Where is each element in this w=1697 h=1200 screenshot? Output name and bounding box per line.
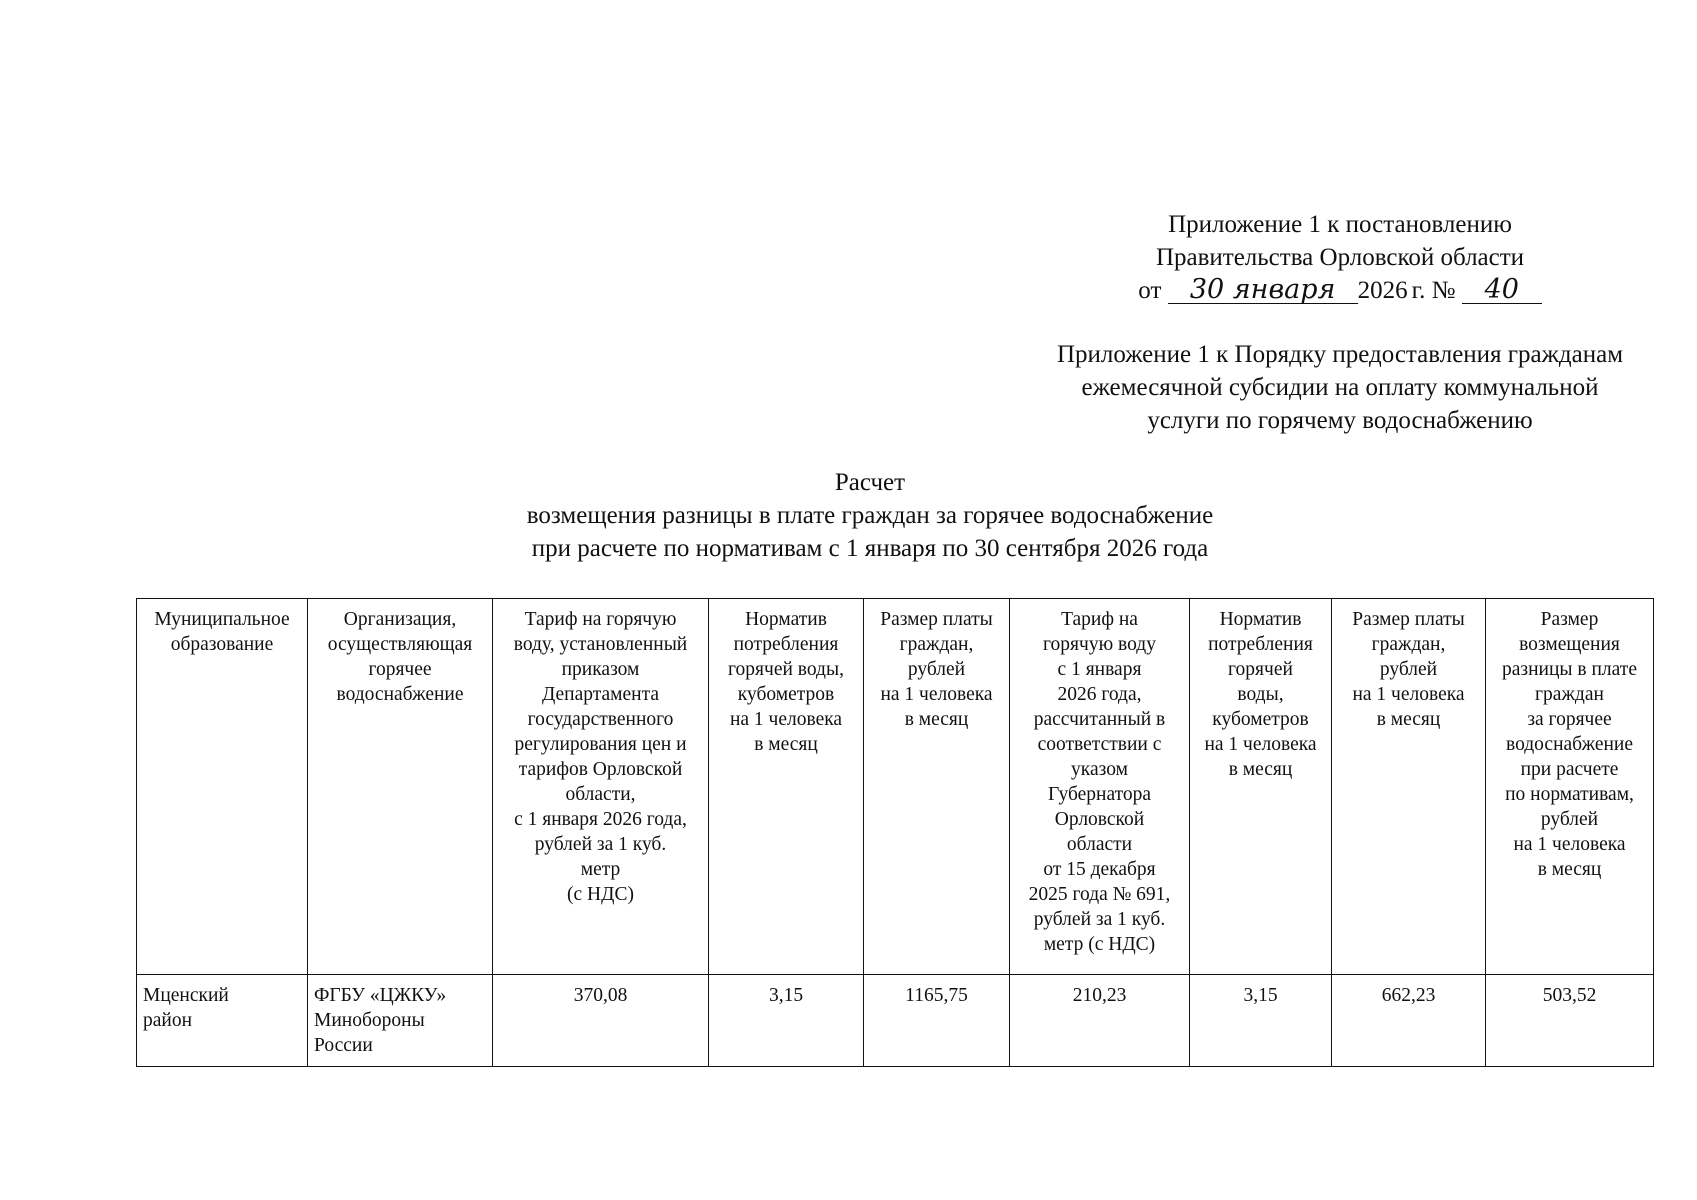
header-line: с 1 января 2026 года, xyxy=(514,809,687,830)
header-line: граждан, xyxy=(1371,634,1446,655)
appendix-date-line xyxy=(1060,274,1620,307)
header-line: регулирования цен и xyxy=(514,734,687,755)
header-line: Размер платы xyxy=(880,609,993,630)
cell-tariff-order: 370,08 xyxy=(493,975,709,1067)
cell-municipality: Мценский район xyxy=(137,975,308,1067)
header-line: Тариф на горячую xyxy=(524,609,677,630)
header-line: Муниципальное xyxy=(154,609,290,630)
header-line: в месяц xyxy=(1376,709,1441,730)
header-line: возмещения xyxy=(1519,634,1620,655)
title-line-1: Расчет xyxy=(834,469,906,496)
header-line: на 1 человека xyxy=(1513,834,1626,855)
header-line: приказом xyxy=(561,659,640,680)
table-header-cell xyxy=(1190,599,1332,975)
header-line: потребления xyxy=(1208,634,1313,655)
header-line: Размер xyxy=(1540,609,1599,630)
table-header-cell xyxy=(1332,599,1486,975)
header-line: на 1 человека xyxy=(729,709,843,730)
header-line: Размер платы xyxy=(1352,609,1465,630)
title-line-2: возмещения разницы в плате граждан за горячее водоснабжение xyxy=(526,502,1214,529)
cell-norm-1: 3,15 xyxy=(709,975,864,1067)
header-line: рублей xyxy=(1379,659,1438,680)
header-line: области, xyxy=(565,784,636,805)
header-line: водоснабжение xyxy=(1506,734,1633,755)
header-line: за горячее xyxy=(1527,709,1612,730)
appendix-line-2: Правительства Орловской области xyxy=(1155,244,1525,271)
header-line: в месяц xyxy=(904,709,969,730)
appendix-to-resolution xyxy=(1060,208,1620,307)
header-line: в месяц xyxy=(754,734,818,755)
header-line: Тариф на xyxy=(1061,609,1138,630)
table-row xyxy=(137,975,1654,1067)
header-line: граждан, xyxy=(899,634,974,655)
header-line: рублей за 1 куб. xyxy=(1033,909,1166,930)
table-header-cell xyxy=(709,599,864,975)
header-line: указом xyxy=(1071,759,1128,780)
handwritten-date: 30 января xyxy=(1168,277,1358,304)
header-line: на 1 человека xyxy=(880,684,993,705)
header-line: осуществляющая xyxy=(327,634,473,655)
table-header-row xyxy=(137,599,1654,975)
cell-payment-2: 662,23 xyxy=(1332,975,1486,1067)
cell-tariff-decree: 210,23 xyxy=(1010,975,1190,1067)
header-line: государственного xyxy=(527,709,674,730)
header-line: рублей xyxy=(1540,809,1599,830)
header-line: горячую воду xyxy=(1043,634,1156,655)
title-line-3: при расчете по нормативам с 1 января по 30 сентября 2026 года xyxy=(531,535,1209,562)
header-line: 2025 года № 691, xyxy=(1028,884,1171,905)
order-line-3: услуги по горячему водоснабжению xyxy=(1147,407,1533,434)
header-line: Норматив xyxy=(745,609,827,630)
header-line: метр (с НДС) xyxy=(1043,934,1156,955)
header-line: граждан xyxy=(1535,684,1604,705)
table-header-cell xyxy=(308,599,493,975)
table-header-cell xyxy=(493,599,709,975)
header-line: Губернатора xyxy=(1047,784,1152,805)
header-line: рублей за 1 куб. xyxy=(534,834,667,855)
header-line: по нормативам, xyxy=(1505,784,1634,805)
order-line-2: ежемесячной субсидии на оплату коммунальной xyxy=(1081,374,1599,401)
table-header-cell xyxy=(137,599,308,975)
year-suffix: г. № xyxy=(1411,277,1456,304)
year: 2026 xyxy=(1357,277,1408,304)
header-line: воду, установленный xyxy=(513,634,688,655)
order-line-1: Приложение 1 к Порядку предоставления гражданам xyxy=(1056,341,1624,368)
handwritten-number: 40 xyxy=(1462,277,1542,304)
header-line: воды, xyxy=(1237,684,1284,705)
compensation-table xyxy=(136,598,1654,1067)
table-header-cell xyxy=(1486,599,1654,975)
calculation-title xyxy=(380,466,1360,565)
header-line: кубометров xyxy=(1212,709,1309,730)
cell-organization: ФГБУ «ЦЖКУ» Минобороны России xyxy=(308,975,493,1067)
header-line: Орловской xyxy=(1054,809,1145,830)
header-line: Организация, xyxy=(343,609,457,630)
header-line: в месяц xyxy=(1228,759,1293,780)
header-line: (с НДС) xyxy=(567,884,634,905)
header-line: соответствии с xyxy=(1037,734,1162,755)
header-line: Норматив xyxy=(1219,609,1302,630)
header-line: горячее xyxy=(368,659,432,680)
header-line: горячей xyxy=(1228,659,1293,680)
header-line: рассчитанный в xyxy=(1033,709,1166,730)
header-line: рублей xyxy=(907,659,966,680)
header-line: кубометров xyxy=(737,684,835,705)
date-prefix: от xyxy=(1138,277,1162,304)
cell-compensation: 503,52 xyxy=(1486,975,1654,1067)
header-line: тарифов Орловской xyxy=(518,759,683,780)
header-line: от 15 декабря xyxy=(1043,859,1156,880)
header-line: на 1 человека xyxy=(1352,684,1465,705)
header-line: водоснабжение xyxy=(336,684,464,705)
header-line: 2026 года, xyxy=(1057,684,1142,705)
header-line: в месяц xyxy=(1537,859,1602,880)
header-line: области xyxy=(1066,834,1133,855)
table-header-cell xyxy=(864,599,1010,975)
header-line: метр xyxy=(580,859,621,880)
header-line: на 1 человека xyxy=(1204,734,1317,755)
header-line: разницы в плате xyxy=(1502,659,1637,680)
header-line: при расчете xyxy=(1520,759,1619,780)
header-line: с 1 января xyxy=(1057,659,1142,680)
header-line: горячей воды, xyxy=(728,659,844,680)
appendix-to-order xyxy=(1000,338,1680,437)
cell-payment-1: 1165,75 xyxy=(864,975,1010,1067)
table-header-cell xyxy=(1010,599,1190,975)
cell-norm-2: 3,15 xyxy=(1190,975,1332,1067)
appendix-line-1: Приложение 1 к постановлению xyxy=(1168,211,1512,238)
header-line: потребления xyxy=(733,634,839,655)
header-line: образование xyxy=(170,634,274,655)
header-line: Департамента xyxy=(541,684,660,705)
